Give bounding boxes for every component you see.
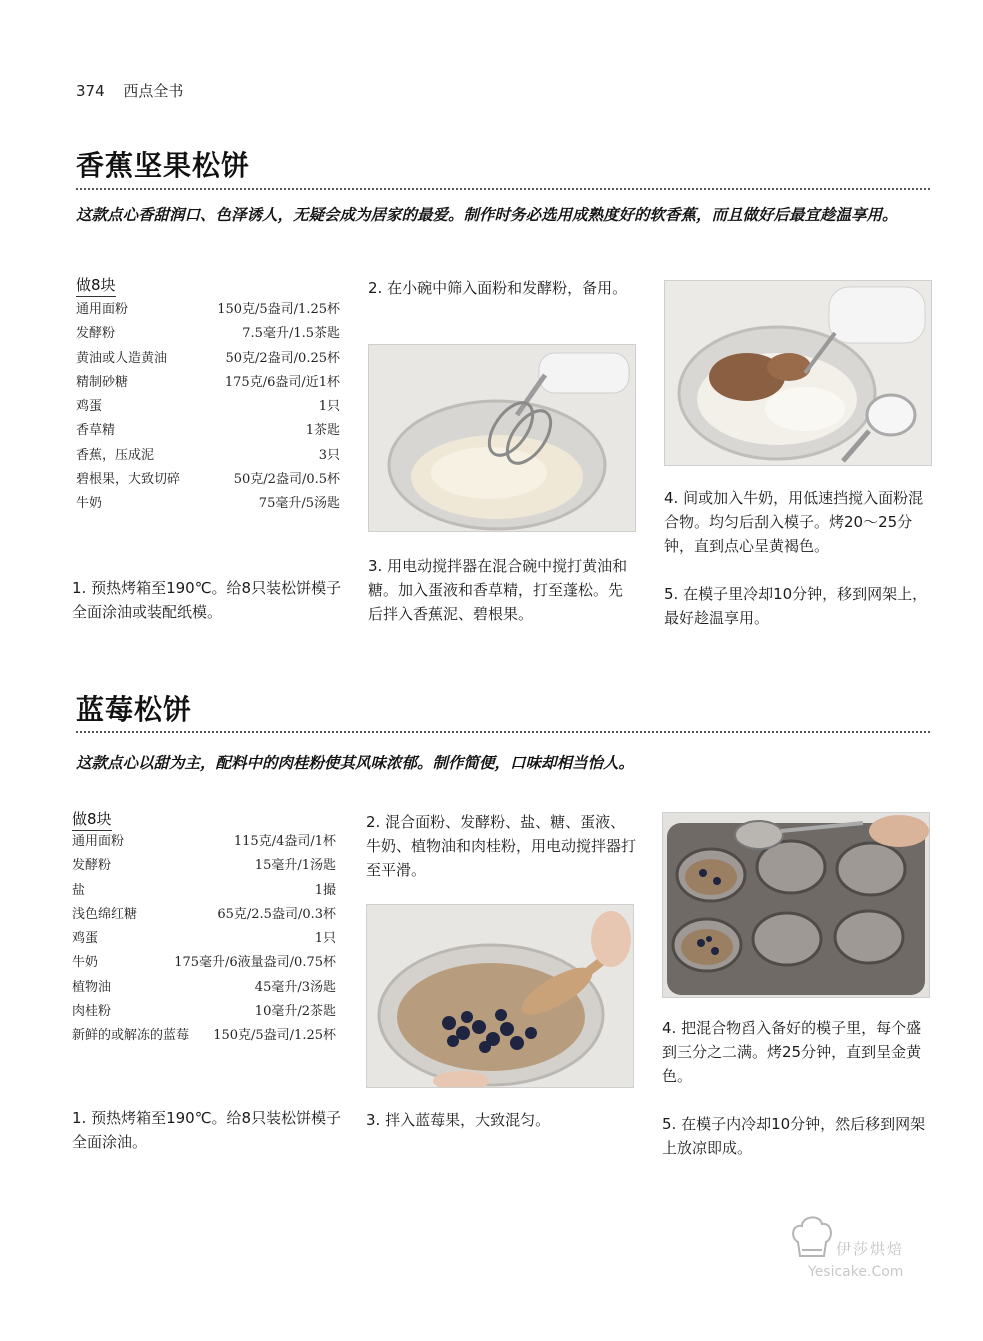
ingredient-row xyxy=(72,927,336,951)
ingredient-qty: 115克/4盎司/1杯 xyxy=(233,834,336,849)
ingredient-name: 精制砂糖 xyxy=(76,374,129,390)
step-4: 4. 间或加入牛奶，用低速挡搅入面粉混合物。均匀后刮入模子。烤20～25分钟，直到点心呈黄褐色。 xyxy=(664,489,924,555)
page-header xyxy=(76,80,183,101)
step-3: 3. 用电动搅拌器在混合碗中搅打黄油和糖。加入蛋液和香草精，打至蓬松。先后拌入香蕉泥、碧根果。 xyxy=(368,557,628,623)
ingredient-name: 通用面粉 xyxy=(76,302,129,317)
recipe-title-banana: 香蕉坚果松饼 xyxy=(76,149,251,182)
recipe-intro-blueberry: 这款点心以甜为主，配料中的肉桂粉使其风味浓郁。制作简便，口味却相当怡人。 xyxy=(76,754,635,772)
ingredient-qty: 1只 xyxy=(318,399,340,415)
ingredient-name: 发酵粉 xyxy=(76,326,116,342)
ingredient-row xyxy=(72,879,336,903)
ingredient-name: 碧根果，大致切碎 xyxy=(76,472,181,488)
ingredient-row xyxy=(76,492,340,516)
photo-stirring-blueberries xyxy=(366,904,634,1088)
ingredient-row xyxy=(72,903,336,927)
ingredient-row xyxy=(72,1024,336,1048)
ingredient-qty: 1只 xyxy=(314,931,336,947)
ingredient-qty: 150克/5盎司/1.25杯 xyxy=(213,1028,336,1044)
ingredient-qty: 45毫升/3汤匙 xyxy=(254,979,336,995)
section-divider xyxy=(76,188,930,190)
ingredient-name: 盐 xyxy=(72,882,86,898)
ingredient-qty: 1茶匙 xyxy=(305,423,340,439)
ingredient-list-blueberry xyxy=(72,830,336,1049)
ingredient-qty: 150克/5盎司/1.25杯 xyxy=(217,302,340,317)
photo-beating-batter xyxy=(368,344,636,532)
step-5: 5. 在模子里冷却10分钟，移到网架上，最好趁温享用。 xyxy=(664,585,928,627)
ingredient-row xyxy=(76,298,340,322)
step-2: 2. 混合面粉、发酵粉、盐、糖、蛋液、牛奶、植物油和肉桂粉，用电动搅拌器打至平滑。 xyxy=(366,813,637,879)
ingredient-qty: 10毫升/2茶匙 xyxy=(254,1004,336,1020)
page-number: 374 xyxy=(76,82,105,100)
ingredient-qty: 75毫升/5汤匙 xyxy=(258,496,340,512)
ingredient-row xyxy=(76,419,340,443)
recipe-title-blueberry: 蓝莓松饼 xyxy=(76,693,193,726)
ingredient-row xyxy=(76,444,340,468)
ingredient-name: 肉桂粉 xyxy=(72,1004,112,1020)
ingredient-row xyxy=(76,468,340,492)
step-1: 1. 预热烤箱至190℃。给8只装松饼模子全面涂油。 xyxy=(72,1109,342,1151)
ingredient-list-banana xyxy=(76,298,340,517)
photo-nuts-flour xyxy=(664,280,932,466)
ingredient-name: 香草精 xyxy=(76,423,116,439)
watermark-url: Yesicake.Com xyxy=(808,1264,904,1280)
ingredient-qty: 65克/2.5盎司/0.3杯 xyxy=(217,906,336,922)
ingredient-row xyxy=(72,854,336,878)
ingredient-row xyxy=(72,951,336,975)
ingredient-qty: 1撮 xyxy=(314,882,336,898)
ingredient-name: 浅色绵红糖 xyxy=(72,906,138,922)
ingredient-qty: 15毫升/1汤匙 xyxy=(254,858,336,874)
ingredient-row xyxy=(72,1000,336,1024)
ingredient-row xyxy=(76,395,340,419)
recipe-yield: 做8块 xyxy=(72,808,112,831)
recipe-yield: 做8块 xyxy=(76,274,116,297)
ingredient-name: 植物油 xyxy=(72,979,112,995)
ingredient-qty: 50克/2盎司/0.5杯 xyxy=(233,472,340,488)
ingredient-name: 牛奶 xyxy=(76,496,103,512)
ingredient-row xyxy=(72,976,336,1000)
recipe-intro-banana: 这款点心香甜润口、色泽诱人，无疑会成为居家的最爱。制作时务必选用成熟度好的软香蕉，而且做好后最宜趁温享用。 xyxy=(76,206,898,224)
book-title: 西点全书 xyxy=(123,82,184,100)
step-4: 4. 把混合物舀入备好的模子里，每个盛到三分之二满。烤25分钟，直到呈金黄色。 xyxy=(662,1019,922,1085)
ingredient-row xyxy=(76,371,340,395)
ingredient-name: 黄油或人造黄油 xyxy=(76,350,168,366)
step-3: 3. 拌入蓝莓果，大致混匀。 xyxy=(366,1111,551,1129)
step-5: 5. 在模子内冷却10分钟，然后移到网架上放凉即成。 xyxy=(662,1115,926,1157)
photo-muffin-tin xyxy=(662,812,930,998)
ingredient-qty: 175毫升/6液量盎司/0.75杯 xyxy=(174,955,336,971)
ingredient-row xyxy=(72,830,336,854)
ingredient-name: 牛奶 xyxy=(72,955,99,971)
watermark-text: 伊莎烘焙 xyxy=(836,1240,905,1258)
ingredient-qty: 50克/2盎司/0.25杯 xyxy=(225,350,340,366)
ingredient-name: 发酵粉 xyxy=(72,858,112,874)
ingredient-row xyxy=(76,347,340,371)
ingredient-name: 通用面粉 xyxy=(72,834,125,849)
ingredient-qty: 7.5毫升/1.5茶匙 xyxy=(242,326,340,342)
watermark-logo xyxy=(790,1212,834,1266)
chef-hat-icon xyxy=(790,1212,834,1262)
ingredient-name: 香蕉，压成泥 xyxy=(76,447,155,463)
ingredient-name: 鸡蛋 xyxy=(76,399,103,415)
step-2: 2. 在小碗中筛入面粉和发酵粉，备用。 xyxy=(368,279,628,297)
section-divider xyxy=(76,731,930,733)
step-1: 1. 预热烤箱至190℃。给8只装松饼模子全面涂油或装配纸模。 xyxy=(72,579,342,621)
ingredient-name: 新鲜的或解冻的蓝莓 xyxy=(72,1028,190,1044)
ingredient-qty: 175克/6盎司/近1杯 xyxy=(224,374,340,390)
ingredient-name: 鸡蛋 xyxy=(72,931,99,947)
ingredient-row xyxy=(76,322,340,346)
ingredient-qty: 3只 xyxy=(318,447,340,463)
